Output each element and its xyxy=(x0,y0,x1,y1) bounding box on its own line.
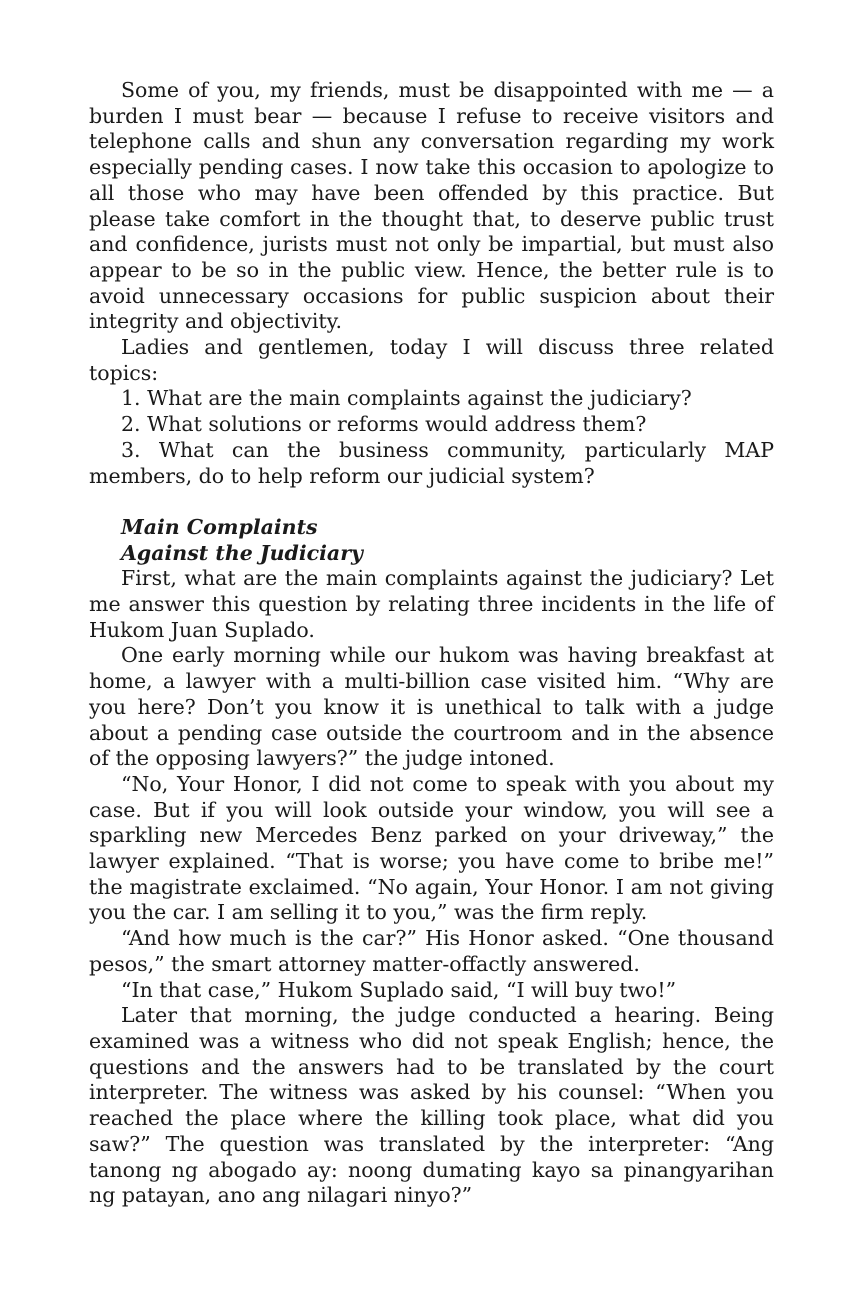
document-page xyxy=(89,78,774,1209)
paragraph-car-price: “And how much is the car?” His Honor asked. “One thousand pesos,” the smart attorney matter-offactly answered. xyxy=(89,926,774,976)
paragraph-mercedes: “No, Your Honor, I did not come to speak with you about my case. But if you will look outside your window, you will see a sparkling new Mercedes Benz parked on your driveway,” the lawyer explained. “That is worse; you have come to bribe me!” the magistrate exclaimed. “No again, Your Honor. I am not giving you the car. I am selling it to you,” was the firm reply. xyxy=(89,771,774,925)
paragraph-breakfast-visit: One early morning while our hukom was having breakfast at home, a lawyer with a multi-billion case visited him. “Why are you here? Don’t you know it is unethical to talk with a judge about a pending case outside the courtroom and in the absence of the opposing lawyers?” the judge intoned. xyxy=(89,643,774,771)
section-heading xyxy=(89,515,774,566)
intro-section xyxy=(89,78,774,489)
paragraph-apology: Some of you, my friends, must be disappointed with me — a burden I must bear — because I refuse to receive visitors and telephone calls and shun any conversation regarding my work especially pending cases. I now take this occasion to apologize to all those who may have been offended by this practice. But please take comfort in the thought that, to deserve public trust and confidence, jurists must not only be impartial, but must also appear to be so in the public view. Hence, the better rule is to avoid unnecessary occasions for public suspicion about their integrity and objectivity. xyxy=(89,78,774,334)
topic-item-1: 1. What are the main complaints against the judiciary? xyxy=(121,386,692,411)
paragraph-topics-intro: Ladies and gentlemen, today I will discuss three related topics: xyxy=(89,335,774,385)
section-heading-line-2: Against the Judiciary xyxy=(121,540,363,565)
paragraph-hearing: Later that morning, the judge conducted a hearing. Being examined was a witness who did not speak English; hence, the questions and the answers had to be translated by the court interpreter. The witness was asked by his counsel: “When you reached the place where the killing took place, what did you saw?” The question was translated by the interpreter: “Ang tanong ng abogado ay: noong dumating kayo sa pinangyarihan ng patayan, ano ang nilagari ninyo?” xyxy=(89,1003,774,1208)
section-heading-line-1: Main Complaints xyxy=(121,514,318,539)
paragraph-buy-two: “In that case,” Hukom Suplado said, “I will buy two!” xyxy=(121,977,677,1002)
main-complaints-section xyxy=(89,515,774,1209)
topic-item-2: 2. What solutions or reforms would address them? xyxy=(121,412,647,437)
paragraph-first-question: First, what are the main complaints against the judiciary? Let me answer this question by relating three incidents in the life of Hukom Juan Suplado. xyxy=(89,566,774,642)
topic-item-3: 3. What can the business community, particularly MAP members, do to help reform our judicial system? xyxy=(89,437,774,488)
